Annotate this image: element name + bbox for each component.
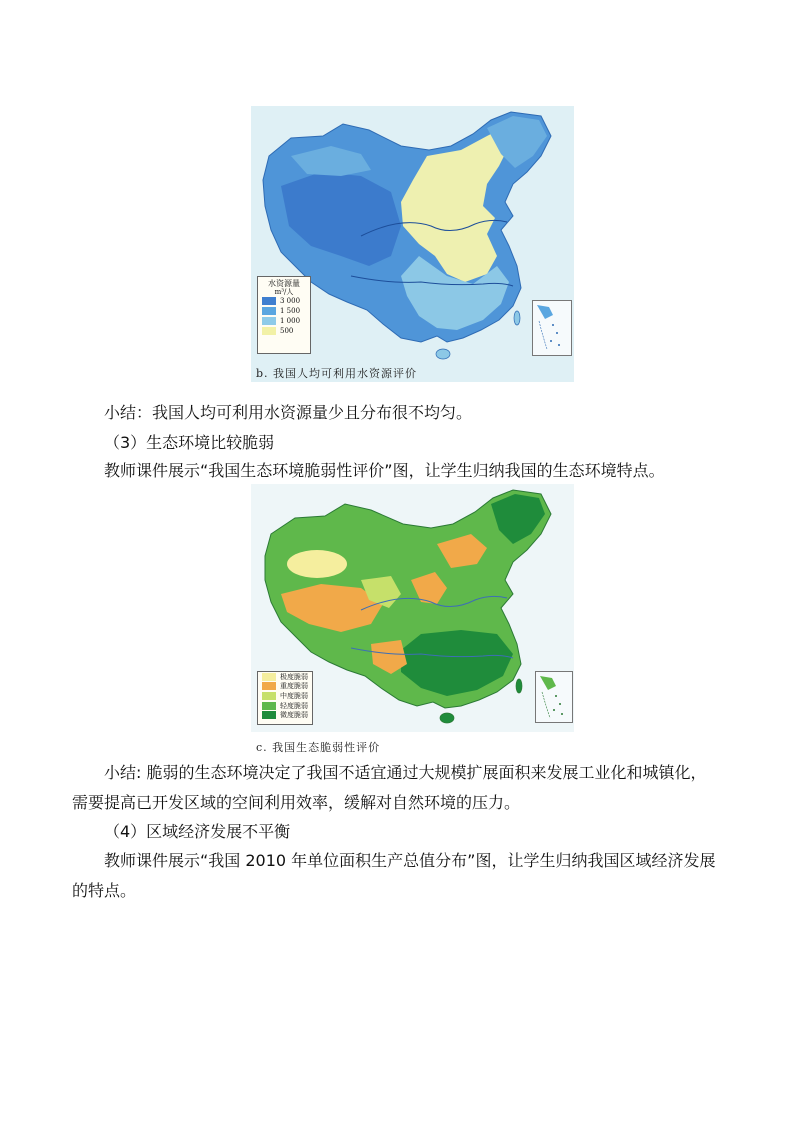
legend-swatch: [262, 297, 276, 305]
legend-item: [262, 691, 312, 701]
legend-swatch: [262, 307, 276, 315]
legend-label: 中度脆弱: [280, 691, 308, 700]
legend-item: [262, 316, 310, 326]
legend-item: [262, 701, 312, 711]
water-map-legend: [257, 276, 311, 354]
legend-item: [262, 710, 312, 720]
legend-label: 3 000: [280, 297, 301, 305]
legend-swatch: [262, 692, 276, 700]
legend-swatch: [262, 327, 276, 335]
south-china-sea-inset: [535, 671, 573, 723]
inset-graphic: [533, 301, 571, 355]
legend-label: 1 000: [280, 317, 301, 325]
legend-label: 微度脆弱: [280, 711, 308, 720]
tarim-basin: [287, 550, 347, 578]
paragraph-eco-intro: 教师课件展示“我国生态环境脆弱性评价”图，让学生归纳我国的生态环境特点。: [104, 461, 665, 480]
hainan-island-eco: [440, 713, 454, 723]
legend-item: [262, 296, 310, 306]
figure-c-caption: c. 我国生态脆弱性评价: [256, 741, 381, 754]
section-heading-4: （4）区域经济发展不平衡: [104, 822, 291, 841]
legend-label: 轻度脆弱: [280, 701, 308, 710]
legend-swatch: [262, 702, 276, 710]
legend-item: [262, 306, 310, 316]
legend-swatch: [262, 682, 276, 690]
water-resources-map: [251, 106, 574, 382]
legend-title: 水资源量: [268, 279, 300, 288]
section-heading-3: （3）生态环境比较脆弱: [104, 433, 275, 452]
summary-water: 小结：我国人均可利用水资源量少且分布很不均匀。: [104, 403, 473, 422]
legend-unit: m³/人: [274, 288, 294, 296]
legend-label: 500: [280, 327, 294, 335]
figure-b-caption: b. 我国人均可利用水资源评价: [256, 367, 418, 380]
inset-graphic: [536, 672, 572, 722]
legend-item: [262, 682, 312, 692]
taiwan-island: [514, 311, 520, 325]
legend-label: 极度脆弱: [280, 672, 308, 681]
legend-label: 重度脆弱: [280, 682, 308, 691]
ecological-fragility-map: [251, 484, 574, 732]
taiwan-island-eco: [516, 679, 522, 693]
paragraph-gdp-intro: 教师课件展示“我国 2010 年单位面积生产总值分布”图，让学生归纳我国区域经济发展的特点。: [72, 851, 716, 900]
south-china-sea-inset: [532, 300, 572, 356]
hainan-island: [436, 349, 450, 359]
legend-label: 1 500: [280, 307, 301, 315]
summary-eco: 小结: 脆弱的生态环境决定了我国不适宜通过大规模扩展面积来发展工业化和城镇化，需要提高已开发区域的空间利用效率，缓解对自然环境的压力。: [72, 763, 707, 812]
legend-swatch: [262, 317, 276, 325]
eco-map-legend: [257, 671, 313, 725]
legend-item: [262, 672, 312, 682]
legend-swatch: [262, 711, 276, 719]
legend-item: [262, 326, 310, 336]
legend-swatch: [262, 673, 276, 681]
